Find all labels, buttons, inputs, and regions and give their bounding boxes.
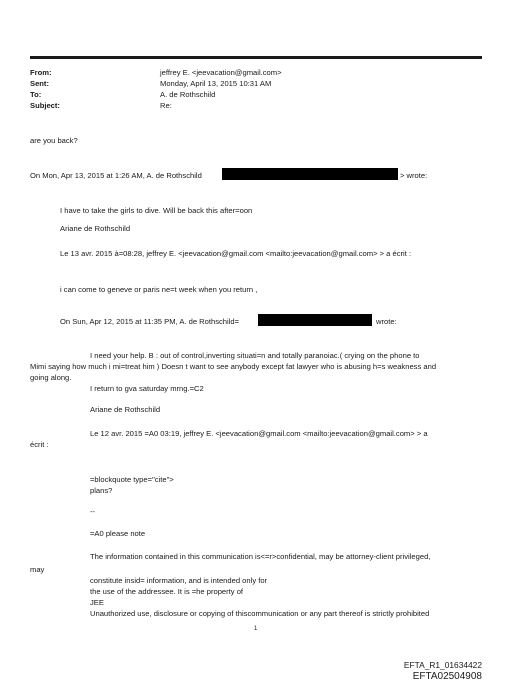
efta-stamp-large: EFTA02504908 bbox=[412, 671, 482, 682]
disclaimer-line: Unauthorized use, disclosure or copying of thiscommunication or any part thereof is strictly prohibited bbox=[90, 609, 430, 618]
sent-value: Monday, April 13, 2015 10:31 AM bbox=[160, 79, 272, 88]
plans-line: plans? bbox=[90, 486, 113, 495]
quote1-signature: Ariane de Rothschild bbox=[60, 224, 131, 233]
body-line-are-you-back: are you back? bbox=[30, 136, 78, 145]
subject-value: Re: bbox=[160, 101, 172, 110]
quote2-header-wrote: wrote: bbox=[376, 317, 397, 326]
to-value: A. de Rothschild bbox=[160, 90, 216, 99]
quote1-french-header: Le 13 avr. 2015 à=08:28, jeffrey E. <jeevacation@gmail.com <mailto:jeevacation@gmail.com> > a écrit : bbox=[60, 249, 412, 258]
quote2-text: i can come to geneve or paris ne=t week when you return , bbox=[60, 285, 258, 294]
signature-dashes: -- bbox=[90, 507, 96, 516]
quote2-paragraph-line: Mimi saying how much i mi=treat him ) Doesn t want to see anybody except fat lawyer who is abusing h=s weakness and bbox=[30, 362, 437, 371]
disclaimer-may: may bbox=[30, 565, 45, 574]
header-rule bbox=[30, 56, 482, 59]
quote2-header: On Sun, Apr 12, 2015 at 11:35 PM, A. de Rothschild= bbox=[60, 317, 240, 326]
from-label: From: bbox=[30, 68, 52, 77]
blockquote-marker: =blockquote type="cite"> bbox=[90, 475, 174, 484]
page-number: 1 bbox=[254, 626, 258, 632]
quote2-return-line: I return to gva saturday mrng.=C2 bbox=[90, 384, 204, 393]
quote3-french-header-cont: écrit : bbox=[30, 440, 49, 449]
disclaimer-line: The information contained in this communication is<=r>confidential, may be attorney-client privileged, bbox=[90, 552, 431, 561]
quote1-text: I have to take the girls to dive. Will be back this after=oon bbox=[60, 206, 253, 215]
quote3-french-header: Le 12 avr. 2015 =A0 03:19, jeffrey E. <jeevacation@gmail.com <mailto:jeevacation@gmail.com> > a bbox=[90, 429, 428, 438]
quote1-header: On Mon, Apr 13, 2015 at 1:26 AM, A. de Rothschild bbox=[30, 171, 202, 180]
efta-stamp-small: EFTA_R1_01634422 bbox=[403, 660, 482, 670]
quote1-header-wrote: > wrote: bbox=[400, 171, 428, 180]
to-label: To: bbox=[30, 90, 42, 99]
quote2-paragraph-line: I need your help. B : out of control,inverting situati=n and totally paranoiac.( crying on the phone to bbox=[90, 351, 420, 360]
redaction-bar bbox=[258, 314, 372, 326]
disclaimer-line: JEE bbox=[90, 598, 104, 607]
disclaimer-line: the use of the addressee. It is =he property of bbox=[90, 587, 244, 596]
quote2-signature: Ariane de Rothschild bbox=[90, 405, 161, 414]
please-note-line: =A0 please note bbox=[90, 529, 146, 538]
subject-label: Subject: bbox=[30, 101, 60, 110]
from-value: jeffrey E. <jeevacation@gmail.com> bbox=[160, 68, 282, 77]
quote2-paragraph-line: going along. bbox=[30, 373, 72, 382]
redaction-bar bbox=[222, 168, 398, 180]
sent-label: Sent: bbox=[30, 79, 49, 88]
disclaimer-line: constitute insid= information, and is intended only for bbox=[90, 576, 268, 585]
